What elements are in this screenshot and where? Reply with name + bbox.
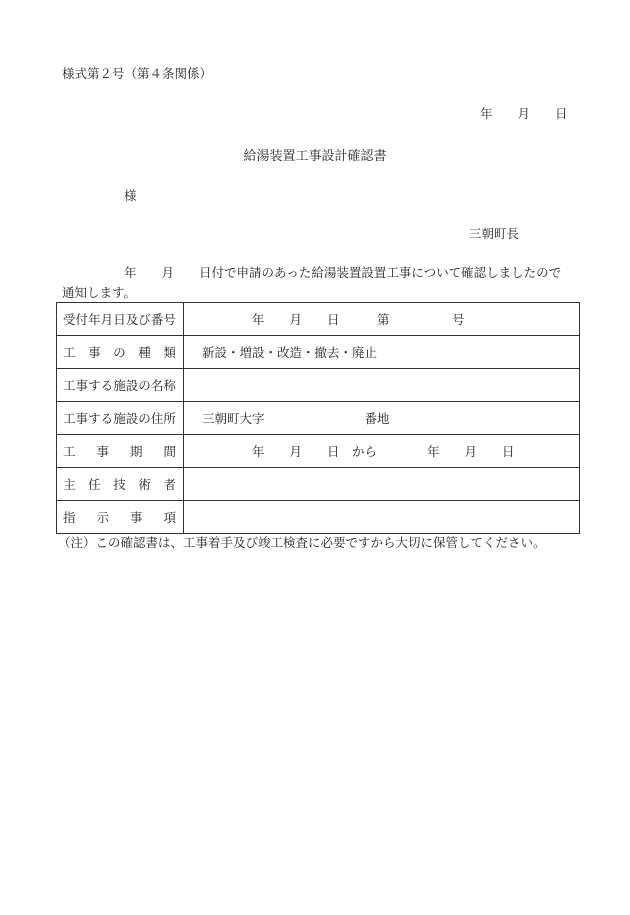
table-row — [57, 468, 580, 501]
table-row — [57, 303, 580, 336]
row-label-cell — [57, 336, 184, 369]
document-title: 給湯装置工事設計確認書 — [243, 149, 387, 164]
row-value-cell — [184, 336, 580, 369]
table-row — [57, 336, 580, 369]
info-table — [56, 302, 580, 534]
date-line: 年 月 日 — [480, 106, 568, 121]
table-row — [57, 501, 580, 534]
row-label: 工 事 す る 施 設 の 名 称 — [63, 378, 176, 393]
table-row — [57, 435, 580, 468]
issuer: 三朝町長 — [469, 226, 520, 241]
info-table-body — [57, 303, 580, 534]
row-label: 工 事 期 間 — [63, 444, 176, 459]
form-number: 様式第２号（第４条関係） — [62, 66, 213, 81]
row-value: 三朝町大字 番地 — [202, 411, 390, 426]
row-label: 工 事 す る 施 設 の 住 所 — [63, 411, 176, 426]
row-value-cell — [184, 435, 580, 468]
row-label: 受 付 年 月 日 及 び 番 号 — [63, 312, 176, 327]
row-value-cell — [184, 468, 580, 501]
row-value-cell — [184, 501, 580, 534]
note: （注）この確認書は、工事着手及び竣工検査に必要ですから大切に保管してください。 — [58, 535, 546, 550]
row-value: 年 月 日 第 号 — [202, 312, 465, 327]
row-label-cell — [57, 501, 184, 534]
row-value-cell — [184, 402, 580, 435]
row-label: 工 事 の 種 類 — [63, 345, 176, 360]
row-label-cell — [57, 303, 184, 336]
row-label-cell — [57, 402, 184, 435]
table-row — [57, 369, 580, 402]
row-label: 主 任 技 術 者 — [63, 477, 176, 492]
row-value: 年 月 日 から 年 月 日 — [202, 444, 515, 459]
row-label-cell — [57, 435, 184, 468]
body-text-line-1: 年 月 日付で申請のあった給湯装置設置工事について確認しましたので — [124, 265, 562, 280]
table-row — [57, 402, 580, 435]
row-label-cell — [57, 468, 184, 501]
row-value: 新設・増設・改造・撤去・廃止 — [202, 345, 378, 360]
addressee: 様 — [124, 188, 137, 203]
row-label-cell — [57, 369, 184, 402]
row-value-cell — [184, 303, 580, 336]
row-label: 指 示 事 項 — [63, 510, 176, 525]
body-text-line-2: 通知します。 — [62, 285, 137, 300]
row-value-cell — [184, 369, 580, 402]
